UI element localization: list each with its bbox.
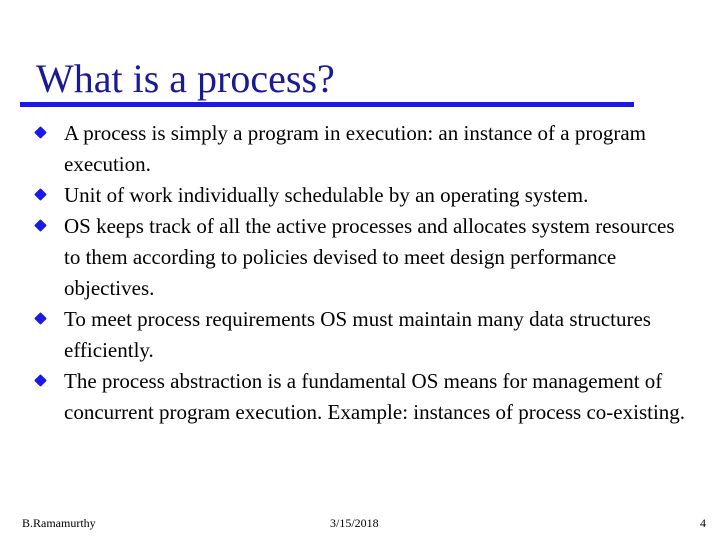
slide-title: What is a process? <box>36 56 335 101</box>
bullet-item <box>36 304 686 366</box>
diamond-bullet-icon <box>34 126 47 139</box>
bullet-text: OS keeps track of all the active processes and allocates system resources to them according to policies devised to meet design performance objectives. <box>64 214 675 300</box>
footer-author: B.Ramamurthy <box>22 516 96 530</box>
diamond-bullet-icon <box>34 374 47 387</box>
diamond-bullet-icon <box>34 312 47 325</box>
bullet-item <box>36 211 686 304</box>
footer-date: 3/15/2018 <box>330 516 379 530</box>
footer-page-number: 4 <box>700 516 706 530</box>
bullet-item <box>36 118 686 180</box>
bullet-text: To meet process requirements OS must maintain many data structures efficiently. <box>64 307 651 362</box>
bullet-list <box>36 118 686 428</box>
bullet-text: Unit of work individually schedulable by an operating system. <box>64 183 589 207</box>
title-underline <box>20 102 634 107</box>
bullet-item <box>36 366 686 428</box>
bullet-text: A process is simply a program in execution: an instance of a program execution. <box>64 121 647 176</box>
diamond-bullet-icon <box>34 188 47 201</box>
bullet-item <box>36 180 686 211</box>
diamond-bullet-icon <box>34 219 47 232</box>
bullet-text: The process abstraction is a fundamental OS means for management of concurrent program execution. Example: instances of process co-existing. <box>64 369 686 424</box>
